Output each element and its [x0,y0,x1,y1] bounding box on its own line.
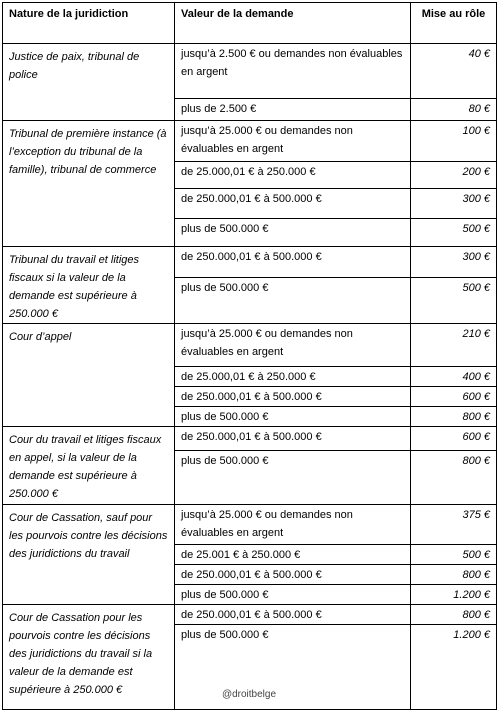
claim-value-cell: de 25.000,01 € à 250.000 € [175,367,411,387]
fees-table [2,2,497,710]
table-row [3,427,497,451]
fee-cell: 210 € [411,324,497,367]
fee-cell: 100 € [411,121,497,162]
claim-value-cell: plus de 500.000 € [175,219,411,247]
fee-cell: 300 € [411,189,497,219]
table-row [3,605,497,625]
jurisdiction-cell: Cour du travail et litiges fiscaux en appel, si la valeur de la demande est supérieure à 250.000 € [3,427,175,505]
watermark: @droitbelge [221,689,277,700]
fee-cell: 375 € [411,505,497,545]
table-body [3,44,497,710]
claim-value-cell: de 250.000,01 € à 500.000 € [175,387,411,407]
fee-cell: 400 € [411,367,497,387]
claim-value-cell: plus de 500.000 € [175,585,411,605]
claim-value-cell: de 250.000,01 € à 500.000 € [175,605,411,625]
header-row [3,3,497,44]
claim-value-cell: de 25.000,01 € à 250.000 € [175,162,411,189]
fee-cell: 1.200 € [411,585,497,605]
header-fee: Mise au rôle [411,3,497,44]
claim-value-cell: plus de 500.000 € [175,625,411,710]
fee-cell: 600 € [411,387,497,407]
jurisdiction-cell: Justice de paix, tribunal de police [3,44,175,121]
jurisdiction-cell: Cour de Cassation, sauf pour les pourvois contre les décisions des juridictions du travail [3,505,175,605]
fee-cell: 800 € [411,565,497,585]
jurisdiction-cell: Cour d’appel [3,324,175,427]
claim-value-cell: plus de 500.000 € [175,277,411,323]
header-value: Valeur de la demande [175,3,411,44]
fee-cell: 200 € [411,162,497,189]
table-row [3,247,497,278]
fee-cell: 800 € [411,451,497,505]
jurisdiction-cell: Tribunal du travail et litiges fiscaux si la valeur de la demande est supérieure à 250.000 € [3,247,175,324]
claim-value-cell: jusqu’à 25.000 € ou demandes non évaluables en argent [175,505,411,545]
table-row [3,121,497,162]
fee-cell: 800 € [411,605,497,625]
claim-value-cell: de 25.001 € à 250.000 € [175,545,411,565]
fee-cell: 500 € [411,219,497,247]
claim-value-cell: de 250.000,01 € à 500.000 € [175,189,411,219]
claim-value-cell: de 250.000,01 € à 500.000 € [175,565,411,585]
fee-cell: 300 € [411,247,497,278]
fee-cell: 800 € [411,407,497,427]
claim-value-cell: jusqu’à 2.500 € ou demandes non évaluables en argent [175,44,411,99]
claim-value-cell: de 250.000,01 € à 500.000 € [175,247,411,278]
table-row [3,44,497,99]
claim-value-cell: de 250.000,01 € à 500.000 € [175,427,411,451]
fee-cell: 1.200 € [411,625,497,710]
fee-cell: 600 € [411,427,497,451]
claim-value-cell: jusqu’à 25.000 € ou demandes non évaluables en argent [175,324,411,367]
jurisdiction-cell: Cour de Cassation pour les pourvois contre les décisions des juridictions du travail si la valeur de la demande est supérieure à 250.000 € [3,605,175,710]
table-row [3,505,497,545]
claim-value-cell: plus de 500.000 € [175,451,411,505]
fee-cell: 80 € [411,99,497,121]
fee-cell: 500 € [411,277,497,323]
table-row [3,324,497,367]
fee-cell: 40 € [411,44,497,99]
jurisdiction-cell: Tribunal de première instance (à l’exception du tribunal de la famille), tribunal de commerce [3,121,175,247]
claim-value-cell: jusqu’à 25.000 € ou demandes non évaluables en argent [175,121,411,162]
claim-value-cell: plus de 500.000 € [175,407,411,427]
header-nature: Nature de la juridiction [3,3,175,44]
claim-value-cell: plus de 2.500 € [175,99,411,121]
fee-cell: 500 € [411,545,497,565]
